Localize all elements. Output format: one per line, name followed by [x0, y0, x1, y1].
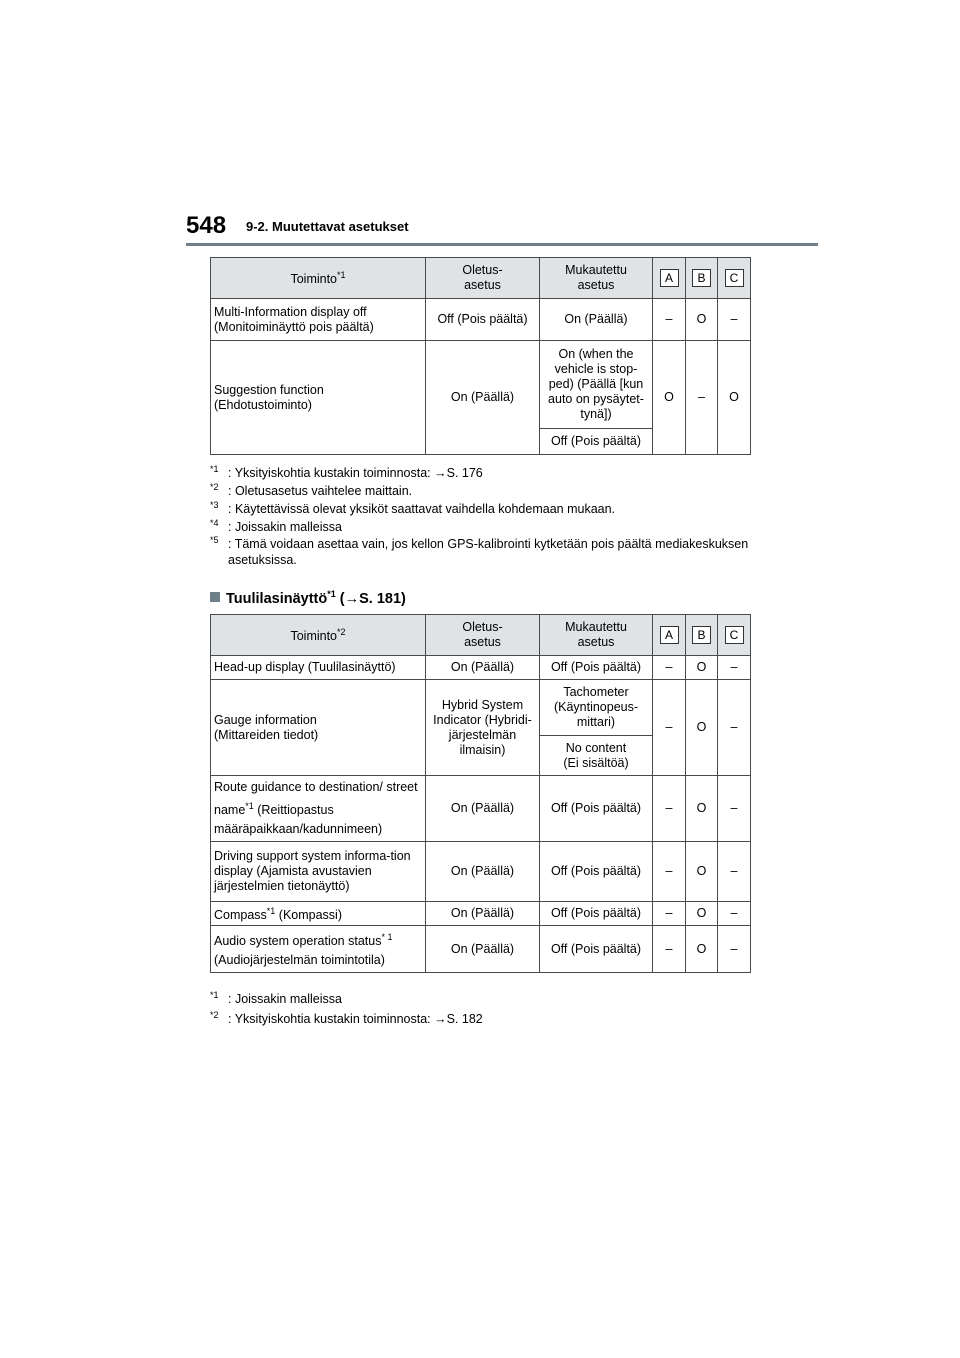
cell-default: On (Päällä) [426, 902, 540, 926]
cell-b: O [686, 656, 718, 680]
table-row [211, 842, 751, 902]
cell-function: Route guidance to destination/ street name$^{*1}$ (Reittiopastus määräpaikkaan/kadunnimeen) [211, 776, 426, 842]
footnotes-2 [210, 990, 750, 1028]
footnote: *4 : Joissakin malleissa [210, 518, 342, 534]
header-c: C [718, 258, 751, 299]
cell-custom-alt: No content (Ei sisältöä) [540, 736, 653, 776]
cell-custom: Off (Pois päältä) [540, 776, 653, 842]
cell-default: On (Päällä) [426, 926, 540, 973]
footnotes-1 [210, 464, 750, 568]
cell-a: – [653, 656, 686, 680]
table-row [211, 299, 751, 341]
settings-table-1 [210, 257, 751, 455]
cell-function: Driving support system informa-tion display (Ajamista avustavien järjestelmien tietonäyttö) [211, 842, 426, 902]
cell-a: – [653, 776, 686, 842]
cell-default: On (Päällä) [426, 656, 540, 680]
cell-custom: On (Päällä) [540, 299, 653, 341]
header-a: A [653, 615, 686, 656]
cell-function: Audio system operation status$^{* 1}$ (Audiojärjestelmän toimintotila) [211, 926, 426, 973]
settings-table-2 [210, 614, 751, 973]
table-row [211, 776, 751, 842]
table-header-row [211, 258, 751, 299]
footnote: *5 : Tämä voidaan asettaa vain, jos kellon GPS-kalibrointi kytketään pois päältä mediakeskuksen asetuksissa. [210, 535, 749, 567]
cell-c: – [718, 776, 751, 842]
header-function: Toiminto$^{*1}$ [211, 258, 426, 299]
cell-a: O [653, 341, 686, 455]
cell-b: O [686, 926, 718, 973]
cell-custom: Off (Pois päältä) [540, 902, 653, 926]
header-custom: Mukautettu asetus [540, 258, 653, 299]
square-bullet-icon [210, 592, 220, 602]
cell-custom: Tachometer (Käyntinopeus-mittari) [540, 680, 653, 736]
cell-default: Hybrid System Indicator (Hybridi-järjestelmän ilmaisin) [426, 680, 540, 776]
cell-a: – [653, 926, 686, 973]
section-title: 9-2. Muutettavat asetukset [246, 219, 409, 234]
cell-default: Off (Pois päältä) [426, 299, 540, 341]
header-default: Oletus- asetus [426, 258, 540, 299]
cell-default: On (Päällä) [426, 842, 540, 902]
header-b: B [686, 258, 718, 299]
header-default: Oletus- asetus [426, 615, 540, 656]
section-heading: Tuulilasinäyttö$^{*1}$ (→S. 181) [210, 584, 406, 609]
header-rule [186, 243, 818, 246]
cell-custom-alt: Off (Pois päältä) [540, 429, 653, 455]
cell-c: – [718, 902, 751, 926]
cell-b: O [686, 842, 718, 902]
cell-function: Head-up display (Tuulilasinäyttö) [211, 656, 426, 680]
cell-b: O [686, 776, 718, 842]
cell-c: – [718, 680, 751, 776]
cell-a: – [653, 299, 686, 341]
header-c: C [718, 615, 751, 656]
header-b: B [686, 615, 718, 656]
cell-custom: Off (Pois päältä) [540, 656, 653, 680]
page-number: 548 [186, 212, 227, 239]
footnote: *2 : Yksityiskohtia kustakin toiminnosta: →S. 182 [210, 1010, 483, 1026]
table-row [211, 656, 751, 680]
cell-default: On (Päällä) [426, 776, 540, 842]
footnote: *3 : Käytettävissä olevat yksiköt saattavat vaihdella kohdemaan mukaan. [210, 500, 616, 516]
table-row [211, 926, 751, 973]
table-row [211, 341, 751, 429]
cell-c: – [718, 299, 751, 341]
footnote: *1 : Joissakin malleissa [210, 990, 342, 1006]
cell-c: – [718, 656, 751, 680]
table-header-row [211, 615, 751, 656]
cell-function: Suggestion function (Ehdotustoiminto) [211, 341, 426, 455]
header-a: A [653, 258, 686, 299]
cell-c: – [718, 842, 751, 902]
cell-a: – [653, 680, 686, 776]
cell-b: O [686, 680, 718, 776]
cell-a: – [653, 902, 686, 926]
header-function: Toiminto$^{*2}$ [211, 615, 426, 656]
cell-b: O [686, 902, 718, 926]
footnote: *1 : Yksityiskohtia kustakin toiminnosta: →S. 176 [210, 464, 483, 480]
table-row [211, 902, 751, 926]
cell-default: On (Päällä) [426, 341, 540, 455]
header-custom: Mukautettu asetus [540, 615, 653, 656]
cell-function: Multi-Information display off (Monitoiminäyttö pois päältä) [211, 299, 426, 341]
cell-function: Compass$^{*1}$ (Kompassi) [211, 902, 426, 926]
footnote: *2 : Oletusasetus vaihtelee maittain. [210, 482, 413, 498]
cell-a: – [653, 842, 686, 902]
cell-b: – [686, 341, 718, 455]
cell-function: Gauge information (Mittareiden tiedot) [211, 680, 426, 776]
cell-b: O [686, 299, 718, 341]
table-row [211, 680, 751, 736]
cell-c: O [718, 341, 751, 455]
cell-custom: On (when the vehicle is stop-ped) (Päällä [kun auto on pysäytet-tynä]) [540, 341, 653, 429]
cell-c: – [718, 926, 751, 973]
cell-custom: Off (Pois päältä) [540, 842, 653, 902]
cell-custom: Off (Pois päältä) [540, 926, 653, 973]
